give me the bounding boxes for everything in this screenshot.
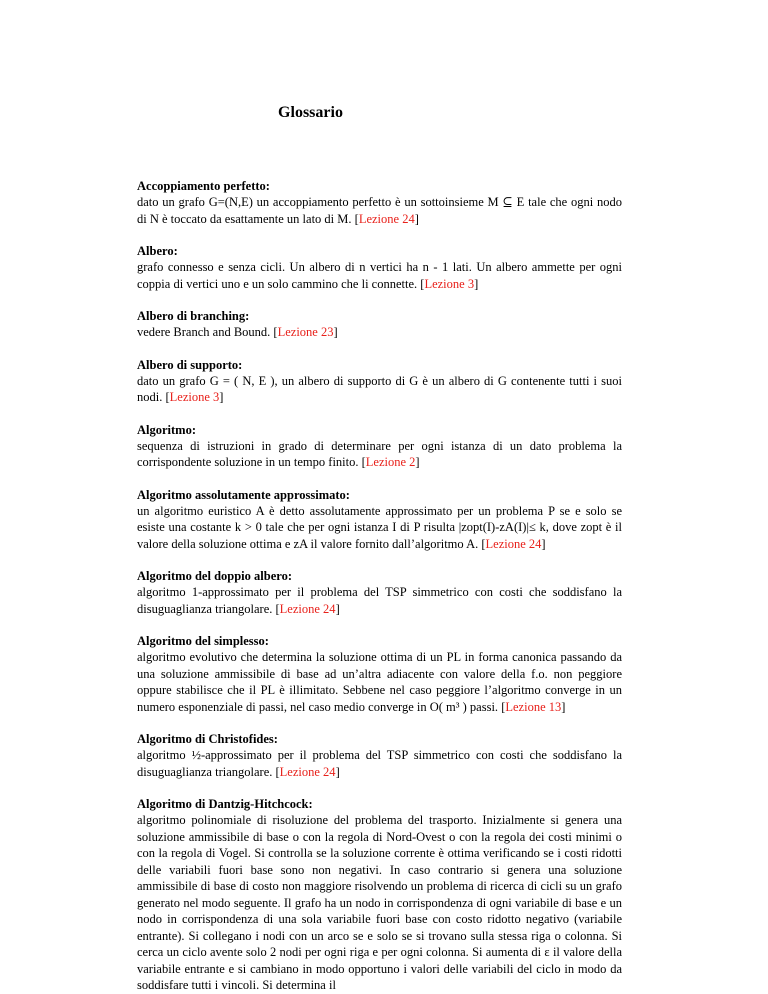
glossary-definition — [137, 324, 622, 341]
lesson-reference-link[interactable]: Lezione 23 — [277, 325, 334, 339]
ref-bracket-close: ] — [414, 211, 419, 226]
glossary-term: Albero: — [137, 244, 178, 258]
glossary-entry — [137, 357, 622, 406]
glossary-entry — [137, 796, 622, 994]
glossary-definition — [137, 194, 622, 227]
ref-bracket-close: ] — [219, 390, 224, 404]
glossary-definition — [137, 373, 622, 406]
page-title: Glossario — [278, 104, 343, 121]
lesson-reference-link[interactable]: Lezione 13 — [505, 699, 562, 714]
glossary-entry — [137, 731, 622, 780]
glossary-term: Algoritmo: — [137, 422, 197, 437]
glossary-entry — [137, 633, 622, 715]
definition-text: algoritmo evolutivo che determina la soluzione ottima di un PL in forma canonica passando da una soluzione ammissibile di base ad un’altra adiacente con valore della f.o. non peggiore oppure stabilisce che il PL è illimitato. Sebbene nel caso peggiore l’algoritmo converge in un numero esponenziale di passi, nel caso medio converge in O( m³ ) passi. — [137, 650, 622, 714]
definition-text: algoritmo ½-approssimato per il problema del TSP simmetrico con costi che soddisfano la disuguaglianza triangolare. — [137, 748, 622, 779]
lesson-reference-link[interactable]: Lezione 3 — [424, 276, 475, 291]
ref-bracket-open: [ — [354, 211, 359, 226]
ref-bracket-open: [ — [275, 764, 280, 779]
ref-bracket-open: [ — [361, 455, 366, 469]
ref-bracket-close: ] — [474, 276, 479, 291]
definition-text: sequenza di istruzioni in grado di determinare per ogni istanza di un dato problema la corrispondente soluzione in un tempo finito. — [137, 438, 622, 469]
definition-text: dato un grafo G=(N,E) un accoppiamento perfetto è un sottoinsieme M ⊆ E tale che ogni nodo di N è toccato da esattamente un lato di M. — [137, 195, 622, 226]
ref-bracket-close: ] — [541, 536, 546, 551]
glossary-definition — [137, 438, 622, 471]
glossary-term: Accoppiamento perfetto: — [137, 179, 270, 193]
glossary-definition — [137, 747, 622, 780]
ref-bracket-open: [ — [165, 390, 170, 404]
glossary-definition — [137, 649, 622, 715]
definition-text: dato un grafo G = ( N, E ), un albero di supporto di G è un albero di G contenente tutti i suoi nodi. — [137, 373, 622, 404]
definition-text: grafo connesso e senza cicli. Un albero di n vertici ha n - 1 lati. Un albero ammette per ogni coppia di vertici uno e un solo cammino che li connette. — [137, 260, 622, 291]
glossary-entry — [137, 422, 622, 471]
glossary-definition — [137, 259, 622, 292]
definition-text: algoritmo polinomiale di risoluzione del problema del trasporto. Inizialmente si genera una soluzione ammissibile di base o con la regola di Nord-Ovest o con la regola dei costi minimi o con la regola di Vogel. Si controlla se la soluzione corrente è ottima verificando se i costi ridotti delle variabili fuori base sono non negativi. In caso contrario si genera una soluzione ammissibile di base di costo non maggiore risolvendo un problema di ricerca di cicli su un grafo generato nel modo seguente. Il grafo ha un nodo in corrispondenza di ogni variabile di base e un nodo in corrispondenza di una sola variabile fuori base con costo ridotto negativo (variabile entrante). Si collegano i nodi con un arco se e solo se si trovano sulla stessa riga o colonna. Si cerca un ciclo avente solo 2 nodi per ogni riga e per ogni colonna. Si aumenta di ε il valore della variabile entrante e si cambiano in modo opportuno i valori delle variabili del ciclo in modo da soddisfare tutti i vincoli. Si determina il — [137, 813, 622, 992]
lesson-reference-link[interactable]: Lezione 3 — [169, 390, 220, 404]
glossary-definition — [137, 584, 622, 617]
definition-text: algoritmo 1-approssimato per il problema del TSP simmetrico con costi che soddisfano la disuguaglianza triangolare. — [137, 585, 622, 616]
ref-bracket-open: [ — [501, 699, 506, 714]
glossary-term: Albero di supporto: — [137, 357, 243, 372]
ref-bracket-open: [ — [275, 601, 280, 616]
ref-bracket-close: ] — [415, 455, 420, 469]
glossary-term: Algoritmo del simplesso: — [137, 634, 269, 648]
glossary-term: Albero di branching: — [137, 309, 250, 323]
lesson-reference-link[interactable]: Lezione 24 — [279, 764, 336, 779]
ref-bracket-open: [ — [481, 536, 486, 551]
glossary-term: Algoritmo del doppio albero: — [137, 569, 292, 583]
lesson-reference-link[interactable]: Lezione 24 — [485, 536, 542, 551]
ref-bracket-open: [ — [273, 325, 278, 339]
glossary-list — [137, 178, 622, 994]
lesson-reference-link[interactable]: Lezione 24 — [279, 601, 336, 616]
ref-bracket-open: [ — [420, 276, 425, 291]
ref-bracket-close: ] — [335, 601, 340, 616]
ref-bracket-close: ] — [335, 764, 340, 779]
glossary-entry — [137, 487, 622, 553]
glossary-entry — [137, 243, 622, 292]
glossary-term: Algoritmo assolutamente approssimato: — [137, 487, 350, 502]
lesson-reference-link[interactable]: Lezione 2 — [365, 455, 416, 469]
definition-text: un algoritmo euristico A è detto assolutamente approssimato per un problema P se e solo se esiste una costante k > 0 tale che per ogni istanza I di P risulta |zopt(I)-zA(I)|≤ k, dove zopt è il valore della soluzione ottima e zA il valore fornito dall’algoritmo A. — [137, 503, 622, 551]
definition-text: vedere Branch and Bound. — [137, 325, 271, 339]
glossary-term: Algoritmo di Dantzig-Hitchcock: — [137, 797, 313, 811]
glossary-entry — [137, 568, 622, 617]
glossary-definition — [137, 503, 622, 553]
glossary-term: Algoritmo di Christofides: — [137, 732, 278, 746]
glossary-entry — [137, 178, 622, 227]
lesson-reference-link[interactable]: Lezione 24 — [358, 211, 415, 226]
glossary-entry — [137, 308, 622, 341]
glossary-definition — [137, 812, 622, 994]
ref-bracket-close: ] — [333, 325, 338, 339]
ref-bracket-close: ] — [561, 699, 566, 714]
